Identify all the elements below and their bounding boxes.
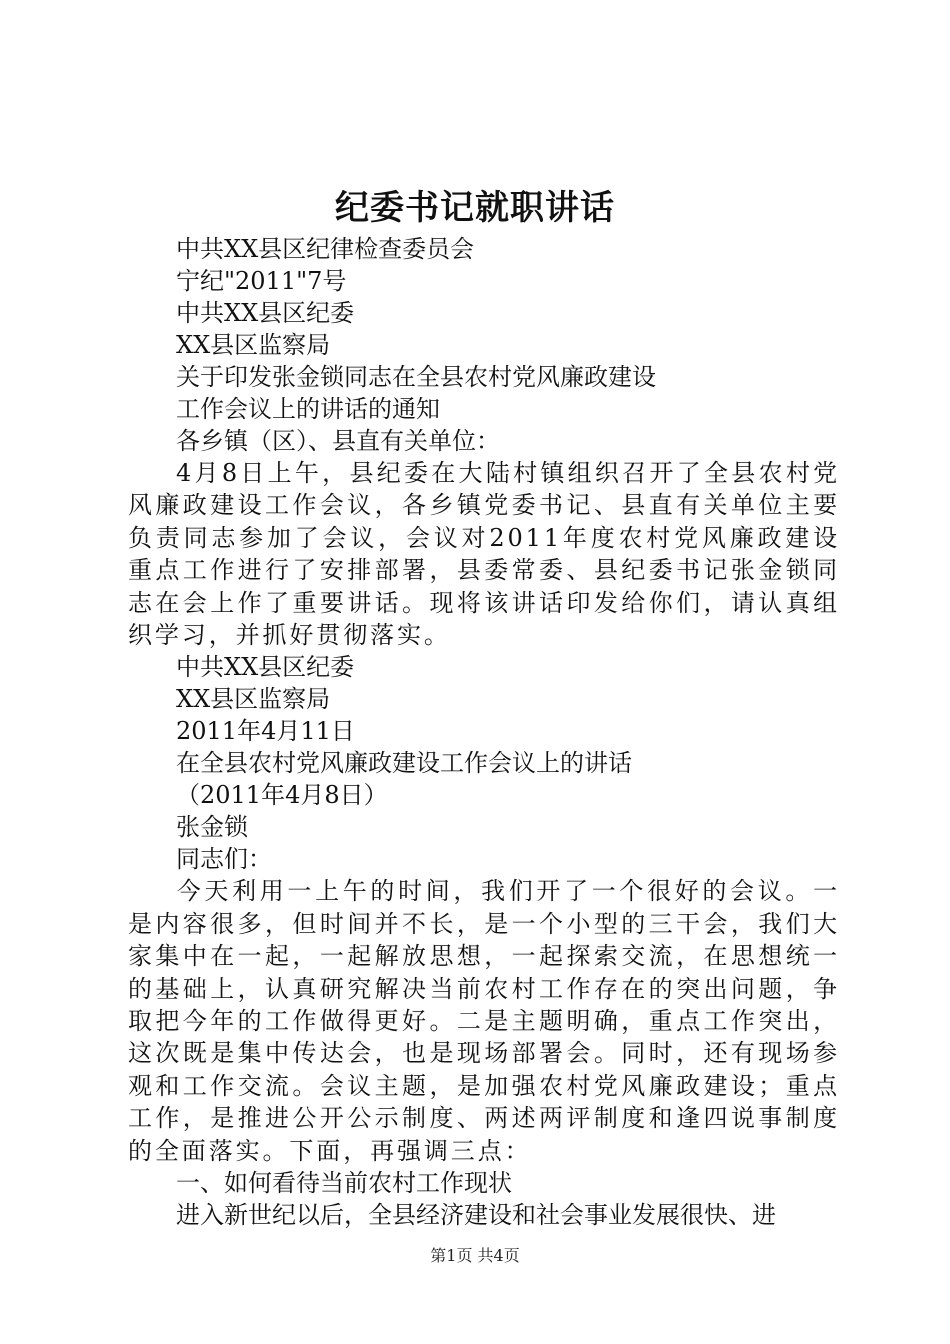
speech-title: 在全县农村党风廉政建设工作会议上的讲话 — [176, 749, 632, 778]
issuer-line: XX县区监察局 — [176, 331, 331, 359]
speaker-name: 张金锁 — [176, 813, 248, 842]
speech-paragraph-text: 今天利用一上午的时间，我们开了一个很好的会议。一是内容很多，但时间并不长，是一个小型的三干会，我们大家集中在一起，一起解放思想，一起探索交流，在思想统一的基础上，认真研究解决当前农村工作存在的突出问题，争取把今年的工作做得更好。二是主题明确，重点工作突出，这次既是集中传达会，也是现场部署会。同时，还有现场参观和工作交流。会议主题，是加强农村党风廉政建设；重点工作，是推进公开公示制度、两述两评制度和逢四说事制度的全面落实。下面，再强调三点： — [128, 877, 840, 1165]
addressee-line: 各乡镇（区）、县直有关单位： — [176, 427, 500, 455]
document-body — [128, 233, 840, 1231]
section-heading: 一、如何看待当前农村工作现状 — [176, 1169, 512, 1198]
speech-date: （2011年4月8日） — [176, 781, 388, 810]
speech-paragraph — [128, 875, 840, 1167]
document-number: 宁纪"2011"7号 — [176, 267, 347, 295]
salutation: 同志们： — [176, 845, 272, 874]
body-last-line: 进入新世纪以后，全县经济建设和社会事业发展很快、进 — [176, 1201, 776, 1230]
signature-line: 中共XX县区纪委 — [176, 653, 355, 682]
notice-title-line: 关于印发张金锁同志在全县农村党风廉政建设 — [176, 363, 656, 391]
issuer-line: 中共XX县区纪委 — [176, 299, 355, 327]
notice-paragraph — [128, 457, 840, 651]
page-number-footer: 第1页 共4页 — [430, 1246, 520, 1265]
signature-date: 2011年4月11日 — [176, 717, 355, 746]
signature-line: XX县区监察局 — [176, 685, 331, 714]
document-title: 纪委书记就职讲话 — [335, 188, 615, 228]
issuer-line: 中共XX县区纪律检查委员会 — [176, 235, 475, 263]
notice-title-line: 工作会议上的讲话的通知 — [176, 395, 440, 423]
notice-paragraph-text: 4月8日上午，县纪委在大陆村镇组织召开了全县农村党风廉政建设工作会议，各乡镇党委书记、县直有关单位主要负责同志参加了会议，会议对2011年度农村党风廉政建设重点工作进行了安排部署，县委常委、县纪委书记张金锁同志在会上作了重要讲话。现将该讲话印发给你们，请认真组织学习，并抓好贯彻落实。 — [128, 459, 840, 650]
